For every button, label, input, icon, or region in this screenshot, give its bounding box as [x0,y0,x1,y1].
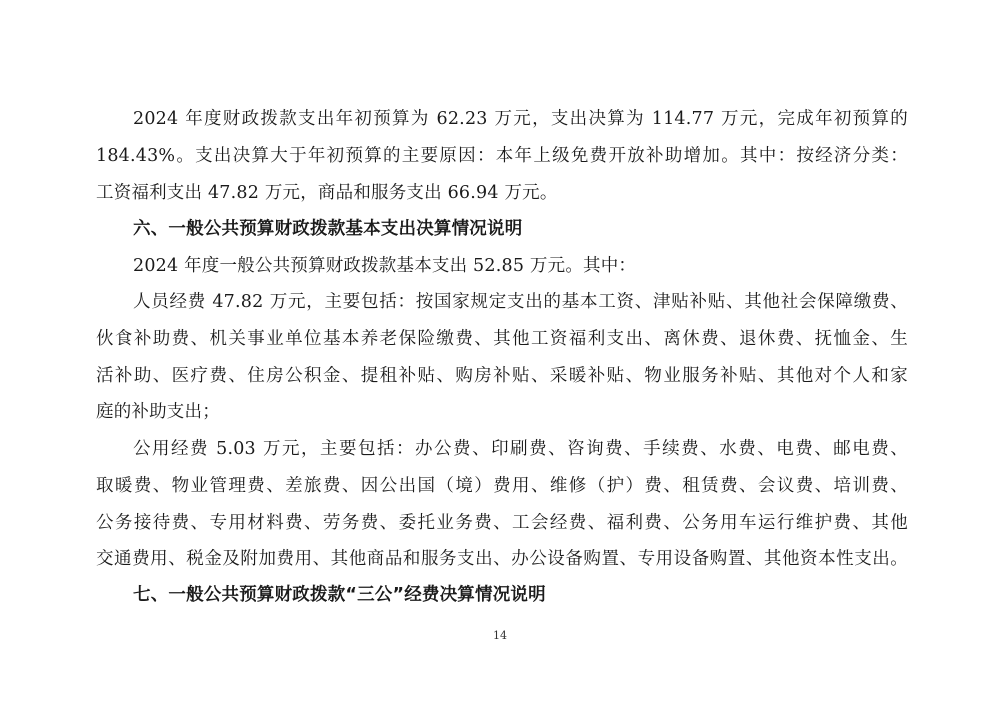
section-seven-heading: 七、一般公共预算财政拨款“三公”经费决算情况说明 [133,585,546,605]
public-expense-line-1: 公用经费 5.03 万元，主要包括：办公费、印刷费、咨询费、手续费、水费、电费、邮电费、 [133,439,908,459]
public-expense-line-2: 取暖费、物业管理费、差旅费、因公出国（境）费用、维修（护）费、租赁费、会议费、培训费、 [96,476,908,496]
personnel-expense-line-4: 庭的补助支出； [96,402,220,422]
budget-paragraph-line-1: 2024 年度财政拨款支出年初预算为 62.23 万元，支出决算为 114.77 万元，完成年初预算的 [133,109,908,129]
personnel-expense-line-1: 人员经费 47.82 万元，主要包括：按国家规定支出的基本工资、津贴补贴、其他社会保障缴费、 [133,292,908,312]
public-expense-line-4: 交通费用、税金及附加费用、其他商品和服务支出、办公设备购置、专用设备购置、其他资本性支出。 [96,549,908,569]
personnel-expense-line-2: 伙食补助费、机关事业单位基本养老保险缴费、其他工资福利支出、离休费、退休费、抚恤金、生 [96,329,908,349]
public-expense-line-3: 公务接待费、专用材料费、劳务费、委托业务费、工会经费、福利费、公务用车运行维护费、其他 [96,513,908,533]
personnel-expense-line-3: 活补助、医疗费、住房公积金、提租补贴、购房补贴、采暖补贴、物业服务补贴、其他对个人和家 [96,366,908,386]
budget-paragraph-line-2: 184.43%。支出决算大于年初预算的主要原因：本年上级免费开放补助增加。其中：按经济分类： [96,146,908,166]
section-six-intro: 2024 年度一般公共预算财政拨款基本支出 52.85 万元。其中： [133,256,637,276]
page-number: 14 [493,629,507,642]
section-six-heading: 六、一般公共预算财政拨款基本支出决算情况说明 [133,219,523,239]
budget-paragraph-line-3: 工资福利支出 47.82 万元，商品和服务支出 66.94 万元。 [96,183,558,203]
